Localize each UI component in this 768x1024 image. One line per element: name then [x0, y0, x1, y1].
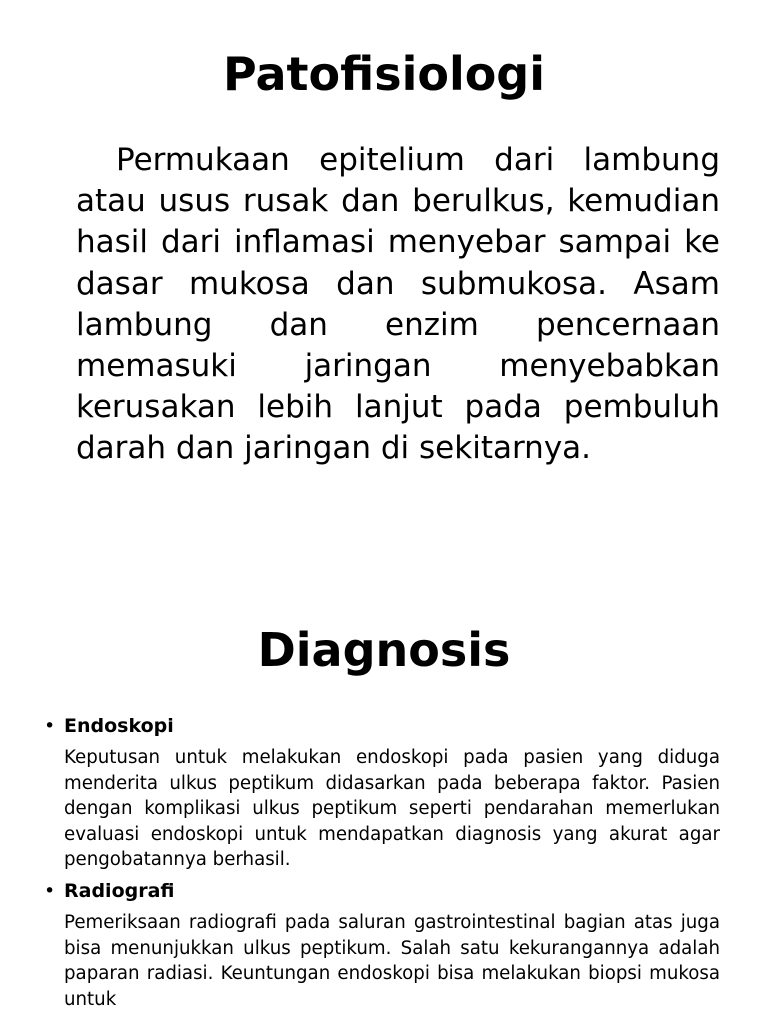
bullet-icon: • [44, 715, 56, 737]
list-item-radiografi [0, 879, 768, 1012]
slide-body-paragraph: Permukaan epitelium dari lambung atau usus rusak dan berulkus, kemudian hasil dari inflamasi menyebar sampai ke dasar mukosa dan submukosa. Asam lambung dan enzim pencernaan memasuki jaringan menyebabkan kerusakan lebih lanjut pada pembuluh darah dan jaringan di sekitarnya. [76, 142, 720, 467]
bullet-icon: • [44, 879, 56, 902]
list-item-title: Radiografi [64, 879, 175, 902]
slide-diagnosis [0, 576, 768, 1024]
list-item-endoskopi [0, 714, 768, 873]
slide-title: Diagnosis [257, 623, 511, 677]
list-item-text: Pemeriksaan radiografi pada saluran gastrointestinal bagian atas juga bisa menunjukkan ulkus peptikum. Salah satu kekurangannya adalah paparan radiasi. Keuntungan endoskopi bisa melakukan biopsi mukosa untuk [64, 911, 720, 1010]
diagnosis-list [0, 714, 768, 1018]
list-item-title: Endoskopi [64, 715, 174, 737]
list-item-text: Keputusan untuk melakukan endoskopi pada pasien yang diduga menderita ulkus peptikum didasarkan pada beberapa faktor. Pasien dengan komplikasi ulkus peptikum seperti pendarahan memerlukan evaluasi endoskopi untuk mendapatkan diagnosis yang akurat agar pengobatannya berhasil. [64, 747, 720, 871]
slide-title: Patofisiologi [222, 47, 546, 101]
